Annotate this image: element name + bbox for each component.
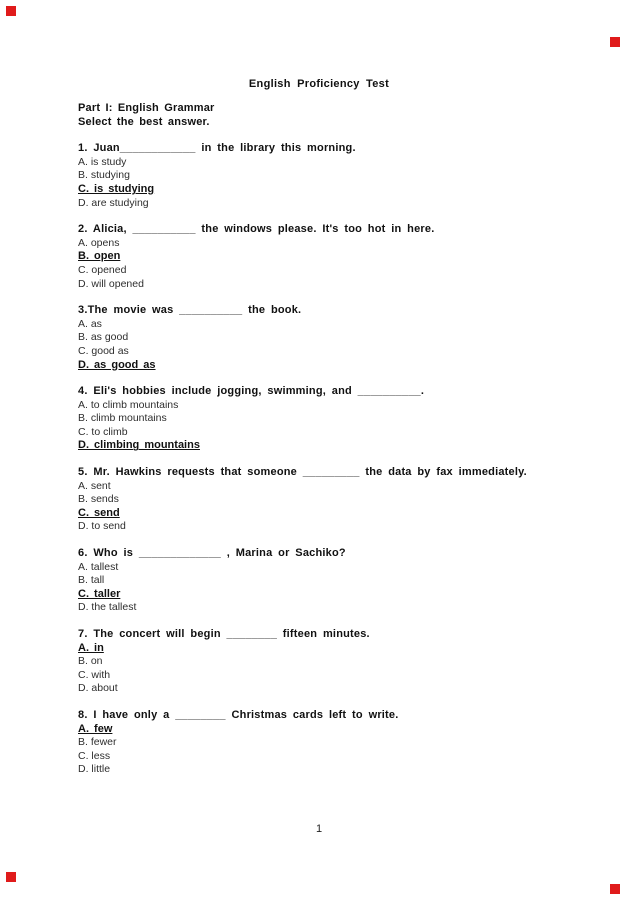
question-stem: 8. I have only a ________ Christmas cards left to write. xyxy=(78,708,399,721)
answer-option: C. less xyxy=(78,749,111,762)
answer-option: C. taller xyxy=(78,587,121,600)
answer-option: D. as good as xyxy=(78,358,156,371)
answer-option: D. climbing mountains xyxy=(78,439,200,452)
answer-option: B. open xyxy=(78,250,121,263)
question-2 xyxy=(78,223,638,291)
answer-option: A. tallest xyxy=(78,560,119,573)
section-heading xyxy=(78,102,638,129)
answer-option: D. the tallest xyxy=(78,601,137,614)
answer-option: A. in xyxy=(78,641,104,654)
question-stem: 2. Alicia, __________ the windows please. It's too hot in here. xyxy=(78,223,435,236)
answer-option: D. will opened xyxy=(78,277,144,290)
question-stem: 4. Eli's hobbies include jogging, swimming, and __________. xyxy=(78,385,425,398)
answer-option: D. little xyxy=(78,763,111,776)
answer-option: B. studying xyxy=(78,169,130,182)
page-title: English Proficiency Test xyxy=(248,78,390,90)
question-stem: 3.The movie was __________ the book. xyxy=(78,304,302,317)
answer-option: B. sends xyxy=(78,493,119,506)
corner-marker-bottom-left xyxy=(6,872,16,882)
answer-option: B. on xyxy=(78,655,103,668)
answer-option: D. about xyxy=(78,682,118,695)
answer-option: C. with xyxy=(78,668,111,681)
answer-option: B. as good xyxy=(78,331,129,344)
answer-option: D. to send xyxy=(78,520,126,533)
question-1 xyxy=(78,142,638,210)
answer-option: A. opens xyxy=(78,236,120,249)
question-stem: 1. Juan____________ in the library this morning. xyxy=(78,142,356,155)
corner-marker-top-left xyxy=(6,6,16,16)
answer-option: C. is studying xyxy=(78,182,155,195)
corner-marker-bottom-right xyxy=(610,884,620,894)
answer-option: B. climb mountains xyxy=(78,412,167,425)
answer-option: A. few xyxy=(78,722,113,735)
question-8 xyxy=(78,709,638,777)
answer-option: D. are studying xyxy=(78,196,149,209)
question-6 xyxy=(78,547,638,615)
question-3 xyxy=(78,304,638,372)
corner-marker-top-right xyxy=(610,37,620,47)
page-number: 1 xyxy=(315,823,323,835)
question-5 xyxy=(78,466,638,534)
answer-option: C. opened xyxy=(78,263,127,276)
answer-option: A. sent xyxy=(78,479,111,492)
question-stem: 5. Mr. Hawkins requests that someone _________ the data by fax immediately. xyxy=(78,466,527,479)
question-stem: 7. The concert will begin ________ fifteen minutes. xyxy=(78,628,370,640)
answer-option: C. send xyxy=(78,506,120,519)
question-4 xyxy=(78,385,638,453)
instruction-text: Select the best answer. xyxy=(78,115,210,128)
question-stem: 6. Who is _____________ , Marina or Sachiko? xyxy=(78,547,346,560)
answer-option: C. to climb xyxy=(78,425,128,438)
question-7 xyxy=(78,628,638,696)
answer-option: A. is study xyxy=(78,155,127,168)
answer-option: B. tall xyxy=(78,574,105,587)
answer-option: A. to climb mountains xyxy=(78,398,179,411)
answer-option: A. as xyxy=(78,317,102,330)
answer-option: C. good as xyxy=(78,344,129,357)
part-heading: Part I: English Grammar xyxy=(78,102,215,114)
answer-option: B. fewer xyxy=(78,736,117,749)
